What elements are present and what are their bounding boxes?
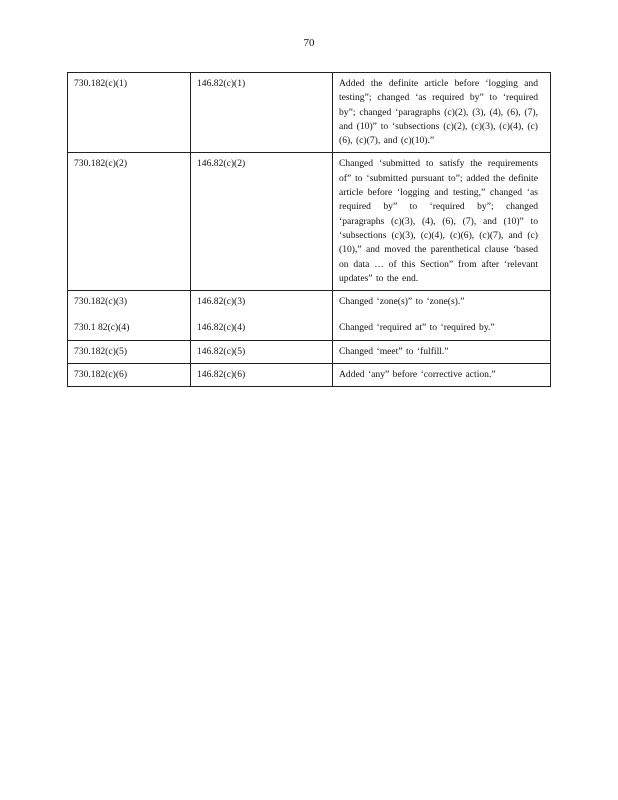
illinois-section-cell [68,73,191,153]
illinois-section: 730.182(c)(5) [74,345,128,357]
federal-section-cell [191,340,333,363]
federal-section: 146.82(c)(2) [197,158,246,170]
table-row [68,153,551,291]
table-row [68,291,551,341]
federal-section: 146.82(c)(1) [197,78,246,89]
table-row [68,364,551,387]
revision-table [67,72,551,387]
change-description-cell [333,364,551,387]
federal-section: 146.82(c)(5) [197,345,246,357]
change-description: Changed ‘submitted to satisfy the requirements of” to ‘submitted pursuant to”; added the definite article before ‘logging and testing,” changed ‘as required by” to ‘required by”; changed ‘paragraphs (c)(3), (4), (6), (7), and (10)” to ‘subsections (c)(3), (c)(4), (c)(6), (c)(7), and (c)(10),” and moved the parenthetical clause ‘based on data … of this Section” from after ‘relevant updates” to the end. [339,158,538,284]
change-description-cell [333,73,551,153]
table-row [68,340,551,363]
federal-section: 146.82(c)(4) [197,322,246,334]
change-description-cell [333,291,551,341]
change-description: Changed ‘required at” to ‘required by.” [339,322,495,334]
illinois-section: 730.182(c)(3) [74,296,128,308]
page-number: 70 [303,37,315,49]
change-description: Added the definite article before ‘logging and testing”; changed ‘as required by” to ‘required by”; changed ‘paragraphs (c)(2), (3), (4), (6), (7), and (10)” to ‘subsections (c)(2), (c)(3), (c)(4), (c)(6), (c)(7), and (c)(10).” [339,78,538,147]
illinois-section: 730.182(c)(2) [74,158,128,170]
federal-section-cell [191,291,333,341]
change-description-cell [333,340,551,363]
change-description-cell [333,153,551,291]
illinois-section: 730.182(c)(1) [74,78,128,89]
federal-section: 146.82(c)(6) [197,369,246,381]
federal-section-cell [191,153,333,291]
illinois-section-cell [68,364,191,387]
federal-section: 146.82(c)(3) [197,296,246,308]
illinois-section: 730.1 82(c)(4) [74,322,130,334]
federal-section-cell [191,364,333,387]
change-description: Changed ‘meet” to ‘fulfill.” [339,345,449,357]
table-row [68,73,551,153]
change-description: Added ‘any” before ‘corrective action.” [339,369,496,381]
illinois-section: 730.182(c)(6) [74,369,128,381]
illinois-section-cell [68,340,191,363]
illinois-section-cell [68,291,191,341]
federal-section-cell [191,73,333,153]
illinois-section-cell [68,153,191,291]
change-description: Changed ‘zone(s)” to ‘zone(s).” [339,296,465,308]
